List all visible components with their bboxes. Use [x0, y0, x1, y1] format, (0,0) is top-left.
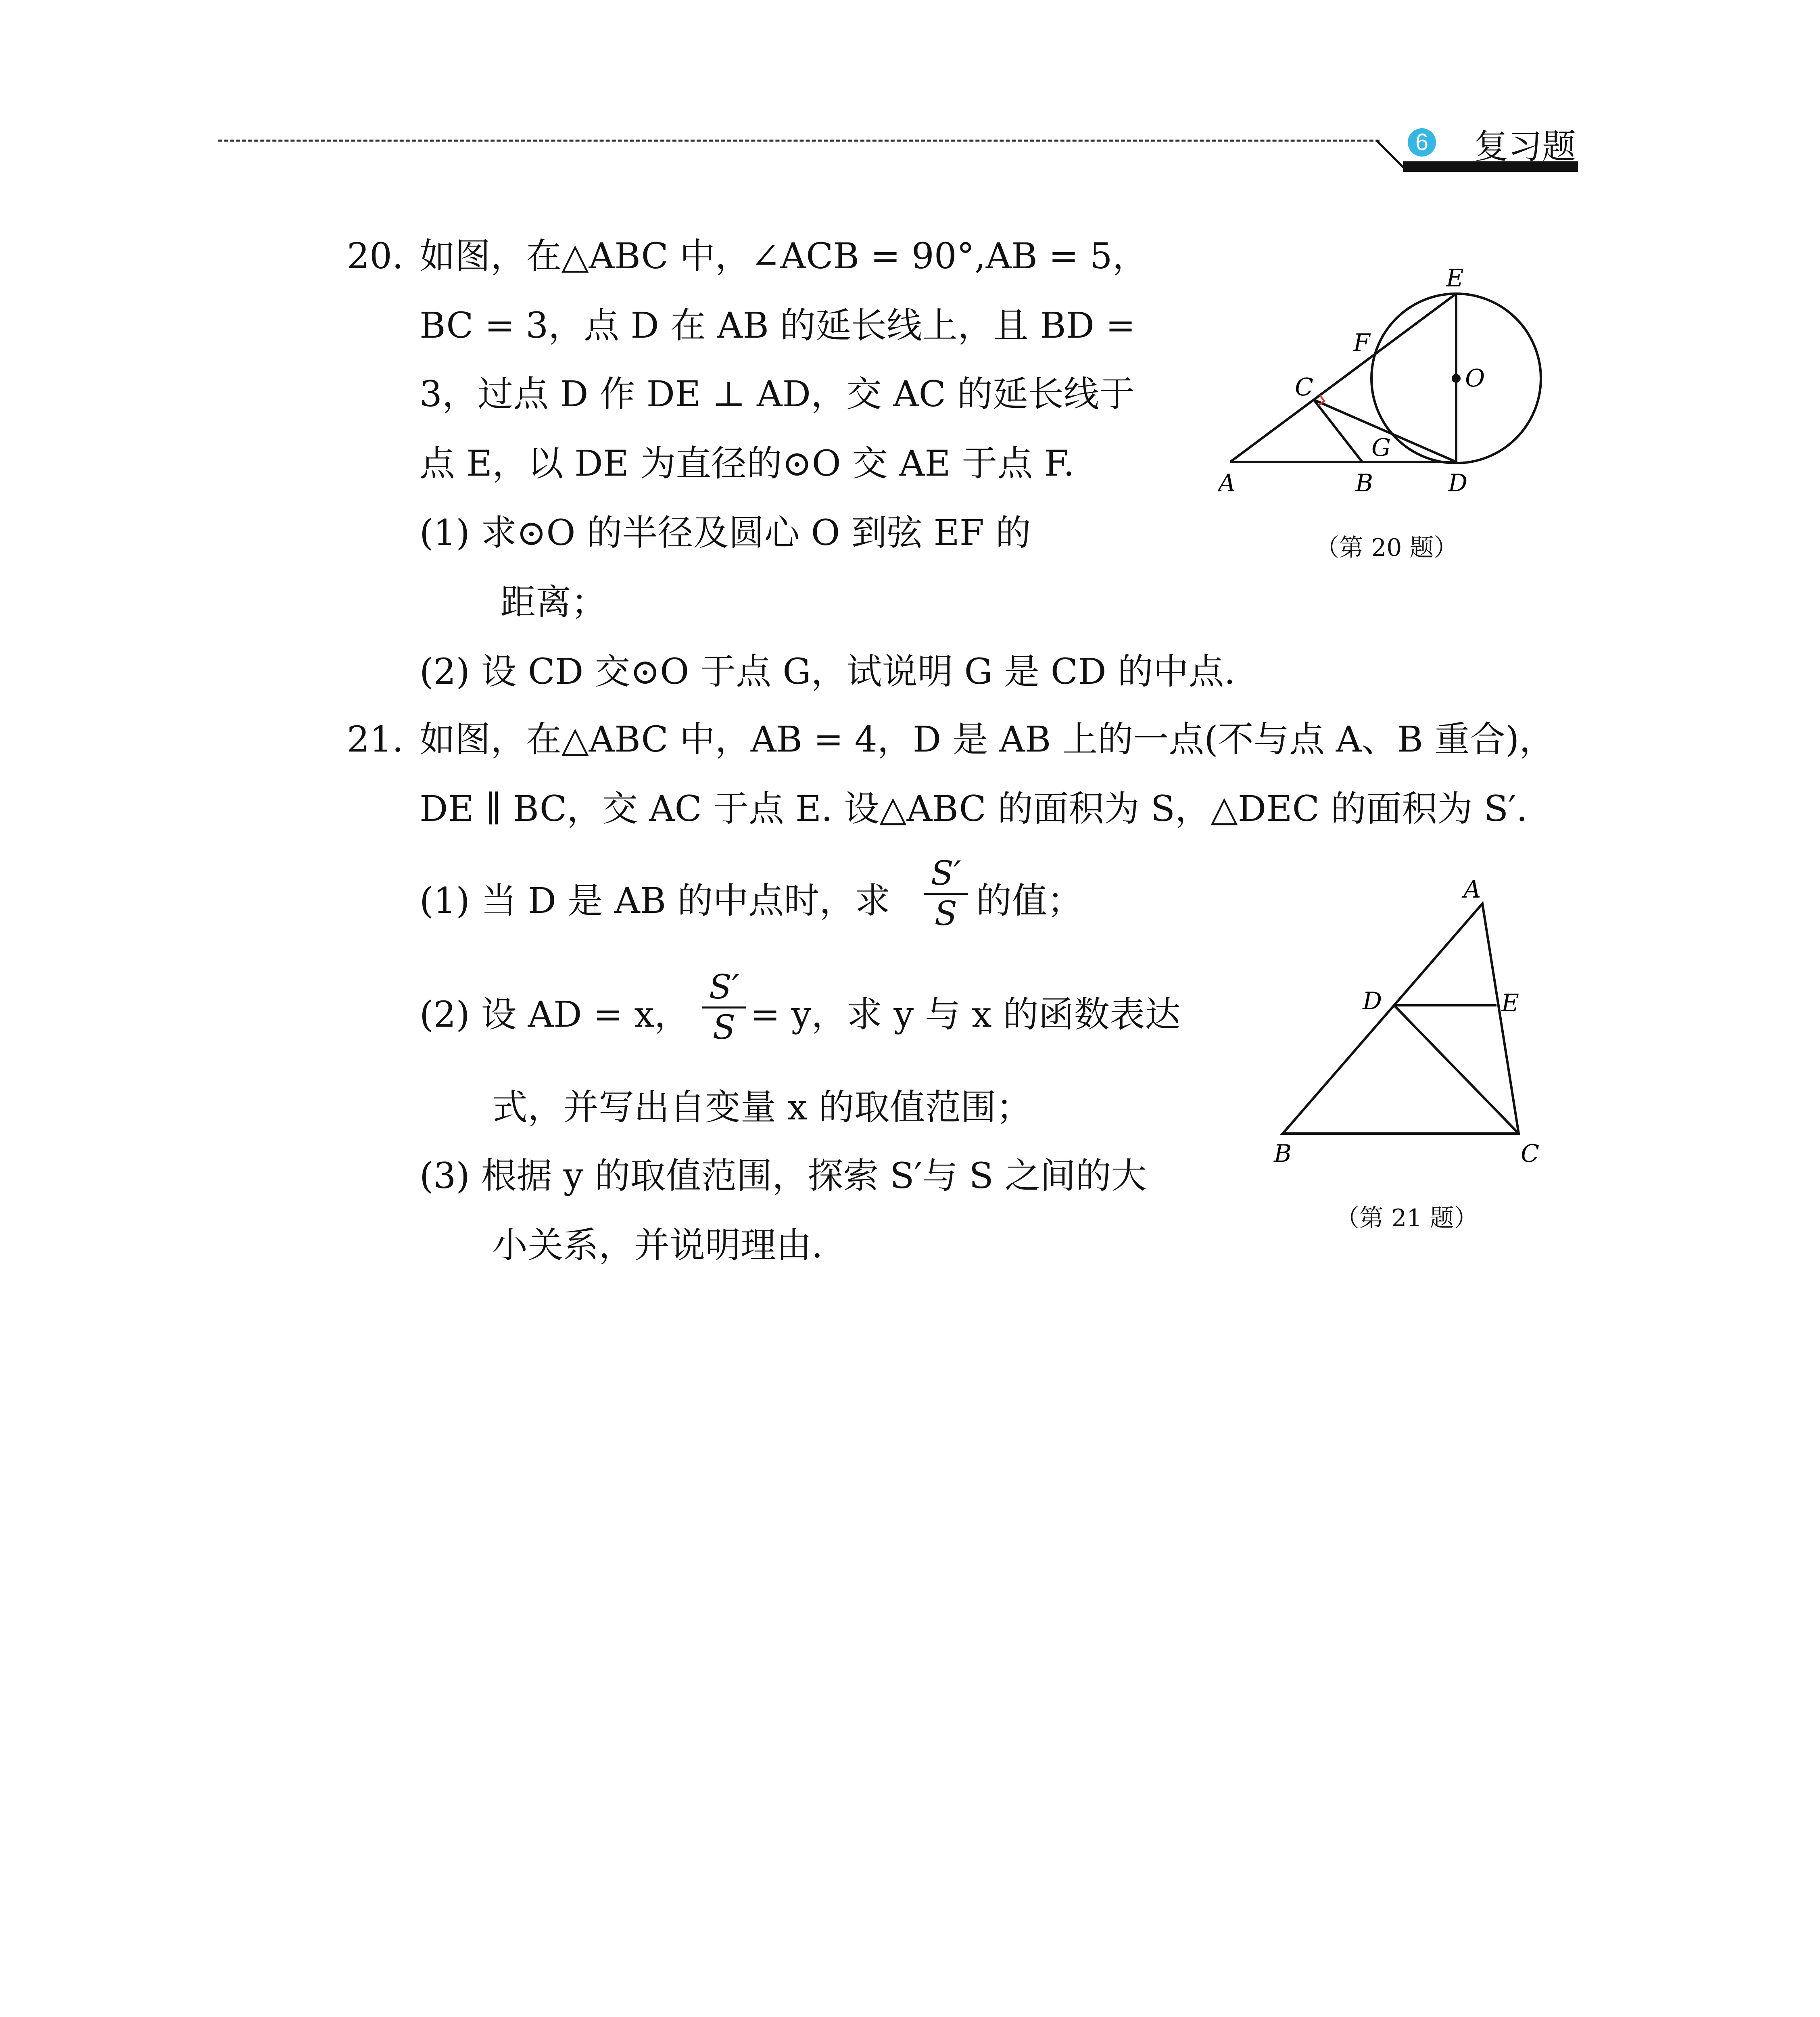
problem-20-line-2: BC = 3，点 D 在 AB 的延长线上，且 BD = — [420, 305, 1135, 346]
problem-21-sub-3-line-2: 小关系，并说明理由. — [492, 1224, 823, 1266]
problem-21-sub-2: (2) 设 AD = x， — [420, 994, 690, 1035]
chapter-badge: 6 — [1408, 128, 1436, 157]
fig20-label-g: G — [1371, 434, 1391, 462]
figure-21 — [1263, 879, 1569, 1170]
fig20-label-b: B — [1355, 469, 1373, 497]
fraction-denominator: S — [924, 893, 968, 933]
figure-21-caption: （第 21 题） — [1335, 1204, 1478, 1232]
problem-20-sub-2: (2) 设 CD 交⊙O 于点 G，试说明 G 是 CD 的中点. — [420, 651, 1236, 692]
problem-20-line-4: 点 E，以 DE 为直径的⊙O 交 AE 于点 F. — [420, 443, 1075, 484]
problem-21-sub-1: (1) 当 D 是 AB 的中点时，求 — [420, 880, 891, 921]
problem-20-number: 20. — [347, 235, 403, 277]
header-dashed-rule — [218, 140, 1380, 142]
problem-21-sub-2-cont: = y，求 y 与 x 的函数表达 — [750, 994, 1181, 1035]
figure-20 — [1218, 258, 1557, 500]
problem-20-sub-1-cont: 距离； — [500, 581, 607, 623]
fig20-label-o: O — [1465, 364, 1485, 393]
fig20-label-e: E — [1446, 264, 1464, 292]
fraction-numerator: S′ — [931, 854, 961, 893]
problem-21-number: 21. — [347, 718, 403, 760]
chapter-title: 复习题 — [1474, 127, 1576, 166]
fig21-label-a: A — [1463, 879, 1481, 904]
fig20-label-a: A — [1218, 469, 1236, 497]
problem-20-sub-1: (1) 求⊙O 的半径及圆心 O 到弦 EF 的 — [420, 512, 1031, 553]
fig21-label-e: E — [1501, 989, 1519, 1017]
problem-21-line-1: 如图，在△ABC 中，AB = 4，D 是 AB 上的一点(不与点 A、B 重合)， — [420, 718, 1555, 760]
problem-21-sub-3: (3) 根据 y 的取值范围，探索 S′与 S 之间的大 — [420, 1155, 1147, 1196]
fraction-denominator: S — [702, 1006, 746, 1047]
fig20-label-d: D — [1448, 469, 1468, 497]
fig21-label-b: B — [1274, 1140, 1292, 1168]
problem-21-line-2: DE ∥ BC，交 AC 于点 E. 设△ABC 的面积为 S，△DEC 的面积为 S′. — [420, 788, 1528, 829]
problem-20-line-3: 3，过点 D 作 DE ⊥ AD，交 AC 的延长线于 — [420, 373, 1135, 415]
fig21-label-c: C — [1521, 1140, 1539, 1168]
fig20-label-c: C — [1295, 373, 1313, 401]
problem-21-sub-2-line-2: 式，并写出自变量 x 的取值范围； — [492, 1086, 1032, 1128]
fraction-s-prime-over-s-2 — [702, 968, 746, 1047]
figure-20-caption: （第 20 题） — [1315, 534, 1458, 562]
fig21-label-d: D — [1363, 987, 1382, 1015]
fraction-s-prime-over-s-1 — [924, 854, 968, 933]
fraction-numerator: S′ — [709, 968, 739, 1006]
problem-21-sub-1-end: 的值； — [976, 880, 1083, 921]
fig20-label-f: F — [1353, 329, 1370, 357]
problem-20-line-1: 如图，在△ABC 中，∠ACB = 90°,AB = 5， — [420, 235, 1148, 277]
